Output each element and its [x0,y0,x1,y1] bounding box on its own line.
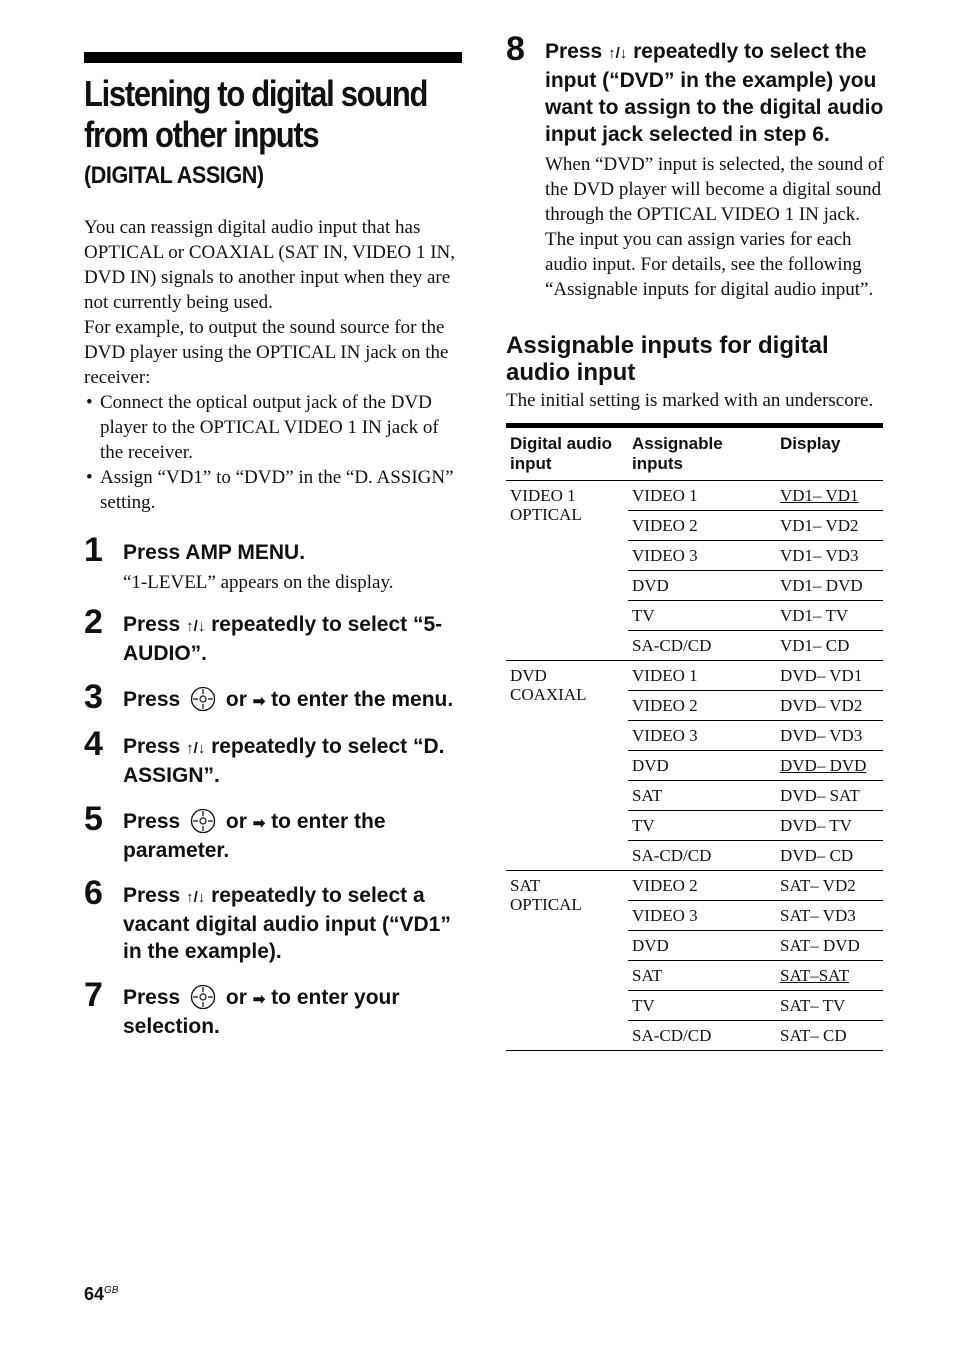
table-row [506,871,883,901]
up-down-arrow-icon: ↑/↓ [186,740,206,757]
display-cell: SAT– TV [776,991,883,1021]
step-text: Press or ➡ to enter the menu. [123,688,454,711]
section-heading: Assignable inputs for digital audio input [506,332,829,386]
display-cell: DVD– DVD [776,751,883,781]
step-text: Press or ➡ to enter your selection. [123,986,400,1038]
jog-dial-enter-icon [190,808,216,834]
step-text: Press ↑/↓ repeatedly to select “5-AUDIO”. [123,613,443,665]
page-title: Listening to digital sound from other inputs [84,73,428,155]
assignable-input-cell: VIDEO 2 [628,691,776,721]
step-number: 1 [84,531,103,569]
table-row [506,661,883,691]
step-number: 7 [84,976,103,1014]
up-down-arrow-icon: ↑/↓ [186,618,206,635]
column-header: Display [776,426,883,481]
assignable-section [506,332,884,1051]
step-text: Press ↑/↓ repeatedly to select the input (“DVD” in the example) you want to assign to the digital audio input jack selected in step 6. [545,40,884,146]
step-note: When “DVD” input is selected, the sound of the DVD player will become a digital sound through the OPTICAL VIDEO 1 IN jack. [545,154,884,225]
display-cell: SAT– VD3 [776,901,883,931]
display-cell: SAT– VD2 [776,871,883,901]
intro [84,215,462,515]
column-header: Assignable inputs [628,426,776,481]
assignable-input-cell: VIDEO 3 [628,541,776,571]
assignable-input-cell: VIDEO 1 [628,481,776,511]
right-arrow-icon: ➡ [252,991,266,1008]
jog-dial-enter-icon [190,984,216,1010]
assignable-input-cell: SA-CD/CD [628,841,776,871]
table-body [506,481,883,1051]
section-caption: The initial setting is marked with an underscore. [506,390,874,411]
assignable-input-cell: VIDEO 1 [628,661,776,691]
step-number: 8 [506,30,525,68]
intro-bullet: • Assign “VD1” to “DVD” in the “D. ASSIGN” setting. [84,465,462,515]
digital-input-cell: DVD COAXIAL [506,661,628,871]
display-cell: DVD– VD3 [776,721,883,751]
display-cell: VD1– VD3 [776,541,883,571]
display-cell: DVD– TV [776,811,883,841]
step-note: The input you can assign varies for each audio input. For details, see the following “Assignable inputs for digital audio input”. [545,229,874,300]
step-note: “1-LEVEL” appears on the display. [123,572,394,593]
right-arrow-icon: ➡ [252,815,266,832]
assignable-input-cell: VIDEO 2 [628,871,776,901]
display-cell: SAT– DVD [776,931,883,961]
column-header: Digital audio input [506,426,628,481]
step-5 [84,800,462,864]
display-cell: VD1– VD2 [776,511,883,541]
assignable-input-cell: DVD [628,571,776,601]
step-text: Press ↑/↓ repeatedly to select “D. ASSIGN”. [123,735,445,787]
display-cell: VD1– VD1 [776,481,883,511]
right-arrow-icon: ➡ [252,693,266,710]
step-number: 2 [84,603,103,641]
jog-dial-enter-icon [190,686,216,712]
intro-bullets [84,390,462,515]
step-text: Press ↑/↓ repeatedly to select a vacant digital audio input (“VD1” in the example). [123,884,451,963]
assignable-input-cell: TV [628,601,776,631]
display-cell: VD1– DVD [776,571,883,601]
step-text: Press AMP MENU. [123,541,306,564]
intro-paragraph-2: For example, to output the sound source for the DVD player using the OPTICAL IN jack on the receiver: [84,317,449,388]
digital-input-cell: SAT OPTICAL [506,871,628,1051]
assignable-input-cell: VIDEO 2 [628,511,776,541]
page-subtitle: (DIGITAL ASSIGN) [84,162,264,189]
display-cell: SAT–SAT [776,961,883,991]
display-cell: VD1– CD [776,631,883,661]
right-column [506,30,884,1051]
page-number: $64^{GB}$ [84,1284,119,1304]
step-6 [84,874,462,965]
assignable-input-cell: SA-CD/CD [628,631,776,661]
step-number: 5 [84,800,103,838]
assignable-input-cell: SAT [628,961,776,991]
up-down-arrow-icon: ↑/↓ [608,45,628,62]
assignable-input-cell: SA-CD/CD [628,1021,776,1051]
step-number: 4 [84,725,103,763]
step-7 [84,976,462,1040]
assignable-input-cell: TV [628,811,776,841]
table-header-row [506,426,883,481]
display-cell: SAT– CD [776,1021,883,1051]
display-cell: DVD– CD [776,841,883,871]
assignable-inputs-table [506,423,883,1051]
left-column [84,52,462,1040]
assignable-input-cell: VIDEO 3 [628,901,776,931]
assignable-input-cell: SAT [628,781,776,811]
display-cell: VD1– TV [776,601,883,631]
step-number: 3 [84,678,103,716]
step-4 [84,725,462,789]
step-8 [506,30,884,302]
title-rule [84,52,462,63]
digital-input-cell: VIDEO 1 OPTICAL [506,481,628,661]
step-text: Press or ➡ to enter the parameter. [123,810,386,862]
assignable-input-cell: DVD [628,931,776,961]
step-3 [84,678,462,716]
display-cell: DVD– SAT [776,781,883,811]
assignable-input-cell: VIDEO 3 [628,721,776,751]
step-2 [84,603,462,667]
intro-bullet: • Connect the optical output jack of the DVD player to the OPTICAL VIDEO 1 IN jack of the receiver. [84,390,462,465]
assignable-input-cell: DVD [628,751,776,781]
step-number: 6 [84,874,103,912]
step-1 [84,531,462,595]
assignable-input-cell: TV [628,991,776,1021]
intro-paragraph-1: You can reassign digital audio input that has OPTICAL or COAXIAL (SAT IN, VIDEO 1 IN, DVD IN) signals to another input when they are not currently being used. [84,217,456,313]
up-down-arrow-icon: ↑/↓ [186,889,206,906]
display-cell: DVD– VD1 [776,661,883,691]
display-cell: DVD– VD2 [776,691,883,721]
table-row [506,481,883,511]
